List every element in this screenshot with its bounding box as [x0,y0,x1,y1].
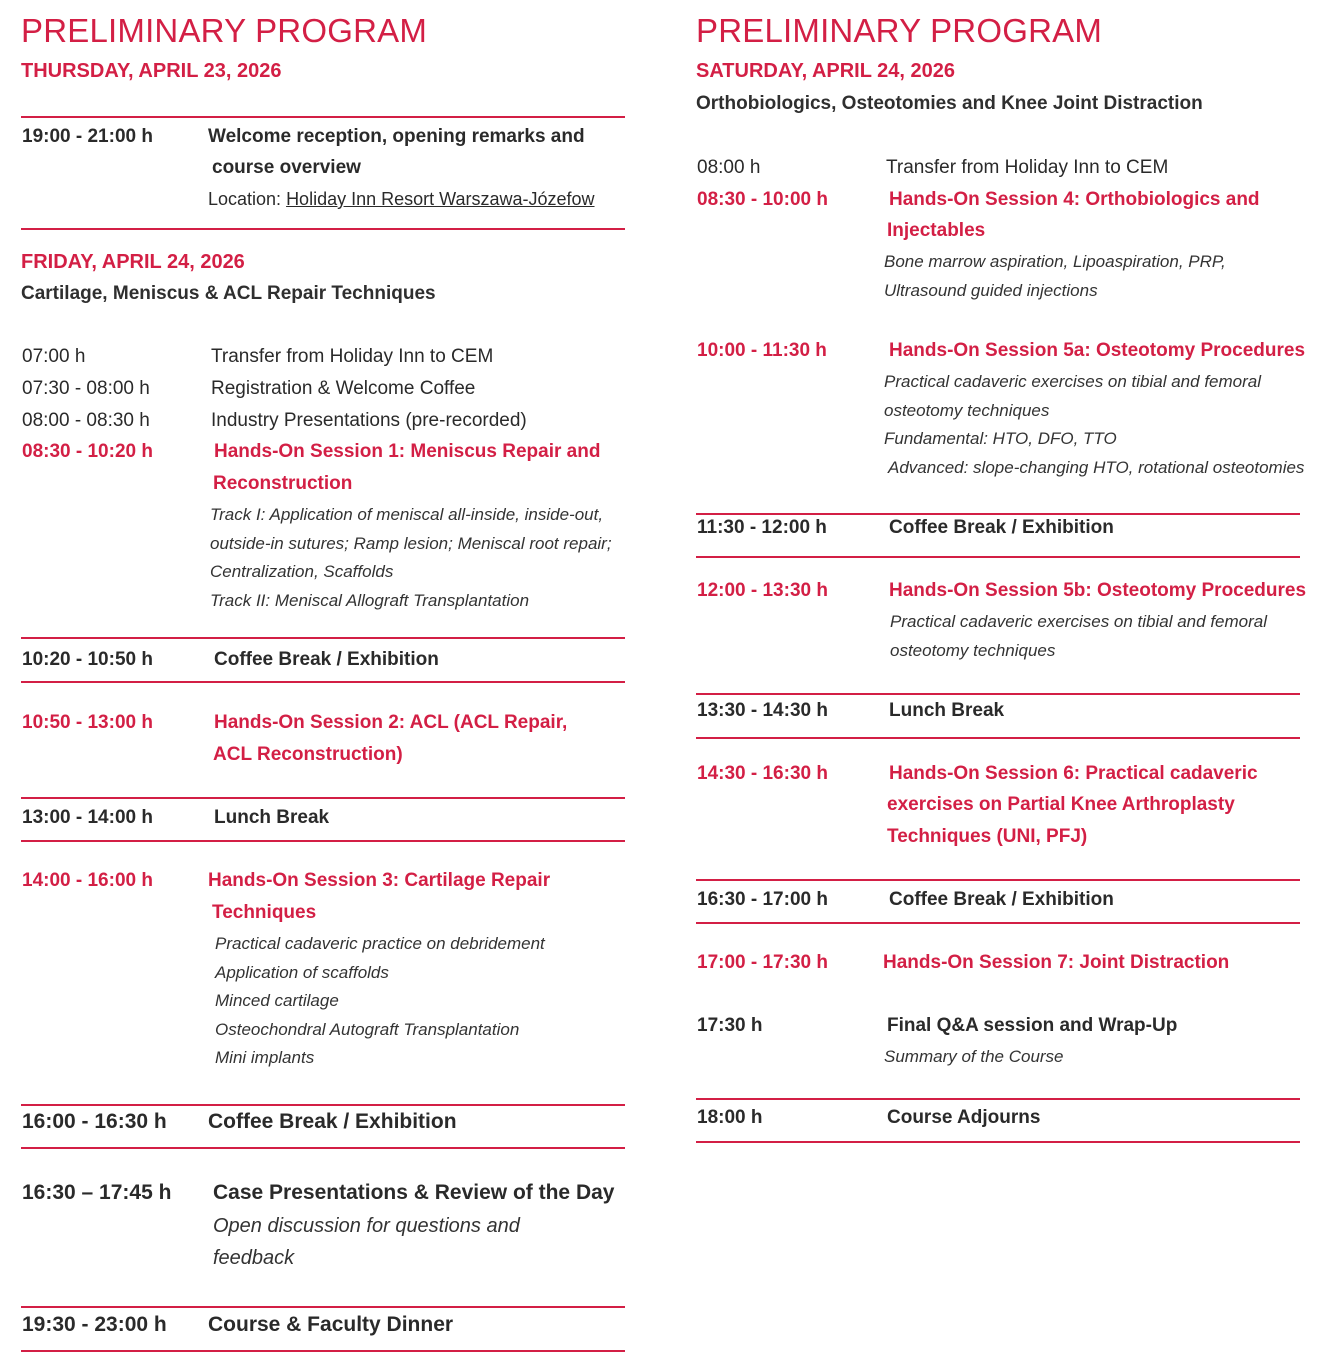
session6-title-2: exercises on Partial Knee Arthroplasty [887,794,1235,815]
session5a-time: 10:00 - 11:30 h [697,340,827,361]
session6-time: 14:30 - 16:30 h [697,763,828,784]
coffee1-activity: Coffee Break / Exhibition [214,649,439,670]
adjourn-time: 18:00 h [697,1107,763,1128]
note-line: Advanced: slope-changing HTO, rotational osteotomies [888,457,1305,477]
friday-date: FRIDAY, APRIL 24, 2026 [21,251,245,273]
saturday-lunch-activity: Lunch Break [889,700,1005,721]
note-line: osteotomy techniques [884,400,1050,420]
thursday-reception-title-2: course overview [212,157,361,178]
dinner-activity: Course & Faculty Dinner [208,1313,454,1336]
divider [21,1147,625,1149]
divider [21,637,625,639]
coffee1-time: 10:20 - 10:50 h [22,649,153,670]
adjourn-activity: Course Adjourns [887,1107,1041,1128]
session1-notes [210,501,612,615]
cases-notes [213,1210,520,1274]
note-line: outside-in sutures; Ramp lesion; Meniscal root repair; [210,533,612,553]
friday-industry-time: 08:00 - 08:30 h [22,410,150,431]
session5b-title: Hands-On Session 5b: Osteotomy Procedures [889,580,1307,601]
session1-time: 08:30 - 10:20 h [22,441,153,462]
saturday-theme: Orthobiologics, Osteotomies and Knee Joint Distraction [696,93,1203,114]
saturday-transfer-time: 08:00 h [697,157,761,178]
saturday-coffee1-time: 11:30 - 12:00 h [697,517,827,538]
divider [21,1350,625,1352]
thursday-reception-time: 19:00 - 21:00 h [22,126,153,147]
cases-activity: Case Presentations & Review of the Day [213,1181,615,1204]
session2-title-1: Hands-On Session 2: ACL (ACL Repair, [214,712,568,733]
session5a-notes [884,368,1304,482]
page-title: PRELIMINARY PROGRAM [21,12,428,49]
note-line: Mini implants [215,1048,315,1067]
note-line: Track I: Application of meniscal all-inside, inside-out, [210,505,604,524]
session3-time: 14:00 - 16:00 h [22,870,153,891]
dinner-time: 19:30 - 23:00 h [22,1313,167,1336]
note-line: Osteochondral Autograft Transplantation [215,1019,520,1039]
divider [696,922,1300,924]
note-line: Practical cadaveric practice on debridement [215,934,545,953]
location-link[interactable]: Holiday Inn Resort Warszawa-Józefow [286,189,595,209]
session3-notes [215,930,545,1073]
lunch-time: 13:00 - 14:00 h [22,807,153,828]
note-line: Ultrasound guided injections [884,280,1098,300]
note-line: osteotomy techniques [890,640,1056,660]
qa-time: 17:30 h [697,1015,763,1036]
divider [696,1141,1300,1143]
divider [21,228,625,230]
thursday-location [208,189,595,210]
divider [696,556,1300,558]
coffee2-activity: Coffee Break / Exhibition [208,1110,457,1133]
session4-time: 08:30 - 10:00 h [697,189,828,210]
divider [21,797,625,799]
session7-time: 17:00 - 17:30 h [697,952,828,973]
session1-title-1: Hands-On Session 1: Meniscus Repair and [214,441,601,462]
divider [696,513,1300,515]
note-line: Minced cartilage [215,991,339,1010]
saturday-coffee2-time: 16:30 - 17:00 h [697,889,828,910]
session5b-notes [890,608,1267,665]
divider [696,737,1300,739]
saturday-transfer-activity: Transfer from Holiday Inn to CEM [886,157,1169,178]
location-label: Location: [208,189,287,209]
note-line: Fundamental: HTO, DFO, TTO [884,429,1117,448]
friday-registration-activity: Registration & Welcome Coffee [211,378,476,399]
qa-note: Summary of the Course [884,1047,1064,1066]
divider [696,1098,1300,1100]
divider [21,840,625,842]
session2-time: 10:50 - 13:00 h [22,712,153,733]
session4-notes [884,248,1226,305]
saturday-coffee2-activity: Coffee Break / Exhibition [889,889,1114,910]
session6-title-3: Techniques (UNI, PFJ) [887,826,1088,847]
divider [696,693,1300,695]
friday-industry-activity: Industry Presentations (pre-recorded) [211,410,527,431]
thursday-reception-title-1: Welcome reception, opening remarks and [208,126,585,147]
session3-title-1: Hands-On Session 3: Cartilage Repair [208,870,551,891]
session4-title-2: Injectables [887,220,986,241]
saturday-lunch-time: 13:30 - 14:30 h [697,700,828,721]
divider [696,879,1300,881]
lunch-activity: Lunch Break [214,807,330,828]
divider [21,1306,625,1308]
session2-title-2: ACL Reconstruction) [213,744,403,765]
session1-title-2: Reconstruction [213,473,353,494]
saturday-date: SATURDAY, APRIL 24, 2026 [696,60,955,82]
session6-title-1: Hands-On Session 6: Practical cadaveric [889,763,1258,784]
cases-time: 16:30 – 17:45 h [22,1181,172,1204]
note-line: Track II: Meniscal Allograft Transplantation [210,590,530,610]
note-line: Application of scaffolds [215,962,389,982]
friday-registration-time: 07:30 - 08:00 h [22,378,150,399]
note-line: Open discussion for questions and [213,1215,520,1237]
page-title-right: PRELIMINARY PROGRAM [696,12,1103,49]
friday-transfer-time: 07:00 h [22,346,86,367]
divider [21,116,625,118]
divider [21,681,625,683]
coffee2-time: 16:00 - 16:30 h [22,1110,167,1133]
note-line: feedback [213,1247,295,1269]
friday-transfer-activity: Transfer from Holiday Inn to CEM [211,346,494,367]
divider [21,1104,625,1106]
friday-theme: Cartilage, Meniscus & ACL Repair Techniques [21,283,436,304]
session5b-time: 12:00 - 13:30 h [697,580,828,601]
saturday-coffee1-activity: Coffee Break / Exhibition [889,517,1114,538]
note-line: Practical cadaveric exercises on tibial and femoral [884,372,1262,391]
thursday-date: THURSDAY, APRIL 23, 2026 [21,60,282,82]
qa-activity: Final Q&A session and Wrap-Up [887,1015,1178,1036]
session4-title-1: Hands-On Session 4: Orthobiologics and [889,189,1260,210]
session3-title-2: Techniques [212,902,317,923]
note-line: Practical cadaveric exercises on tibial and femoral [890,612,1268,631]
note-line: Bone marrow aspiration, Lipoaspiration, PRP, [884,252,1226,271]
session5a-title: Hands-On Session 5a: Osteotomy Procedures [889,340,1306,361]
session7-title: Hands-On Session 7: Joint Distraction [883,952,1230,973]
note-line: Centralization, Scaffolds [210,562,394,581]
